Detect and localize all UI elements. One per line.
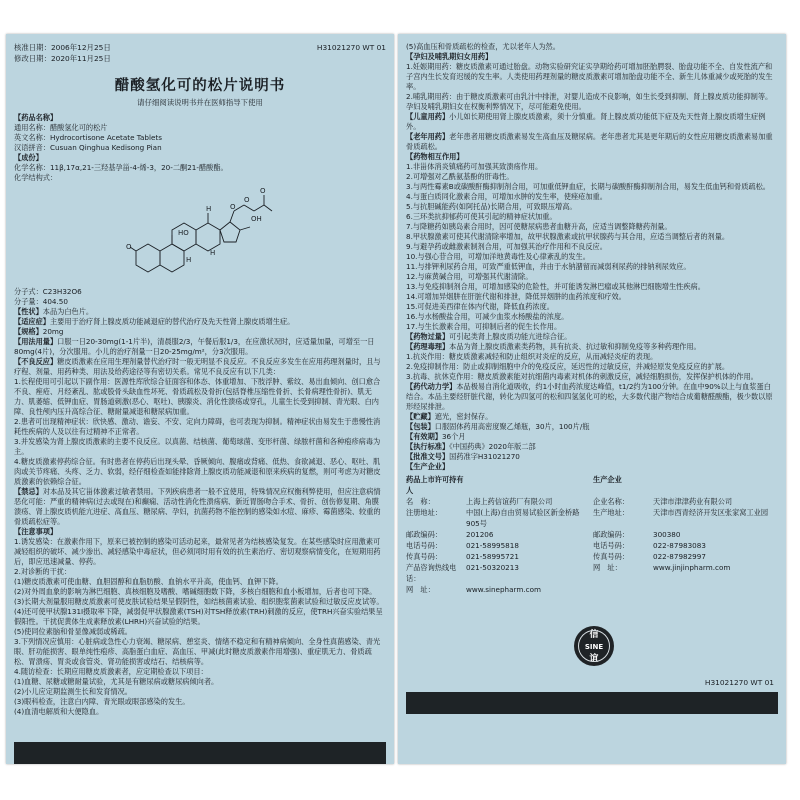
- paragraph: 3.并发感染为肾上腺皮质激素的主要不良反应。以真菌、结核菌、葡萄球菌、变形杆菌、绿脓杆菌和各种疱疹病毒为主。: [14, 437, 381, 456]
- paragraph: 7.与降糖药如胰岛素合用时，因可使糖尿病患者血糖升高，应适当调整降糖药剂量。: [406, 222, 672, 231]
- batch-code: H31021270 WT 01: [316, 43, 386, 52]
- section-heading: 【规格】: [14, 327, 43, 336]
- paragraph: (2)小儿应定期监测生长和发育情况。: [14, 687, 132, 696]
- paragraph: 孕妇及哺乳期妇女在权衡利弊情况下，尽可能避免使用。: [406, 102, 586, 111]
- paragraph: 【贮藏】遮光，密封保存。: [406, 412, 493, 421]
- section-heading: 【药品名称】: [14, 113, 58, 122]
- approval-date: 核准日期：2006年12月25日: [14, 43, 111, 52]
- bottom-black-band: [14, 742, 386, 764]
- paragraph: 13.与免疫抑制剂合用，可增加感染的危险性，并可能诱发淋巴瘤或其他淋巴细胞增生性疾病。: [406, 282, 705, 291]
- paragraph: 【适应症】主要用于治疗肾上腺皮质功能减退症的替代治疗及先天性肾上腺皮质增生症。: [14, 317, 295, 326]
- left-body-text: [14, 307, 386, 717]
- paragraph: (2)对外周血象的影响为淋巴细胞、真核细胞及嗜酸、嗜碱细胞数下降，多核白细胞和血小板增加，后者也可下降。: [14, 587, 377, 596]
- section-heading: 【孕妇及哺乳期妇女用药】: [406, 52, 493, 61]
- mfr-field-label: 电话号码：: [593, 541, 629, 550]
- svg-text:H: H: [186, 256, 192, 264]
- svg-text:HO: HO: [178, 229, 189, 237]
- mfr-field-label: 网 址：: [593, 563, 622, 572]
- mfr-field-label: 注册地址：: [406, 508, 442, 517]
- paragraph: (5)使同位素脑和骨显像减弱或稀疏。: [14, 627, 132, 636]
- mfr-field-value: 022-87982997: [653, 552, 706, 561]
- paragraph: 1.抗炎作用：糖皮质激素减轻和防止组织对炎症的反应，从而减轻炎症的表现。: [406, 352, 658, 361]
- section-heading: 【药物过量】: [406, 332, 450, 341]
- paragraph: 【有效期】36个月: [406, 432, 466, 441]
- mfr-field-value: www.sinepharm.com: [466, 585, 541, 594]
- paragraph: 【包装】口服固体药用高密度聚乙烯瓶，30片，100片/瓶: [406, 422, 590, 431]
- svg-text:O: O: [260, 187, 266, 195]
- paragraph: (4)血清电解质和大便隐血。: [14, 707, 104, 716]
- mfr-field-label: 邮政编码：: [593, 530, 629, 539]
- paragraph: 【不良反应】糖皮质激素在应用生理剂量替代治疗时一般无明显不良反应。不良反应多发生在应用药理剂量时，且与疗程、剂量、用药种类、用法及给药途径等有密切关系。常见不良反应有以下几类：: [14, 357, 381, 376]
- paragraph: 2.对诊断的干扰：: [14, 567, 72, 576]
- paragraph: 【执行标准】《中国药典》2020年版二部: [406, 442, 536, 451]
- svg-text:H: H: [210, 249, 216, 257]
- paragraph: 3.下列情况应慎用：心脏病或急性心力衰竭、糖尿病、憩室炎、情绪不稳定和有精神病倾向、全身性真菌感染、青光眼、肝功能损害、眼单纯性疱疹、高脂蛋白血症、高血压、甲减(此时糖皮质激素作用增强)、重症肌无力、骨质疏松、胃溃疡、胃炎或食管炎、肾功能损害或结石、结核病等。: [14, 637, 381, 666]
- header-line: [14, 42, 386, 64]
- paragraph: 2.患者可出现精神症状：欣快感、激动、谵妄、不安、定向力障碍，也可表现为抑制。精神症状由易发生于患慢性消耗性疾病的人及以往有过精神不正常者。: [14, 417, 381, 436]
- paragraph: 16.与水杨酸盐合用，可减少血浆水杨酸盐的浓度。: [406, 312, 569, 321]
- paragraph: 【老年用药】老年患者用糖皮质激素易发生高血压及糖尿病。老年患者尤其是更年期后的女性应用糖皮质激素易加重骨质疏松。: [406, 132, 773, 151]
- drug-name-section: [14, 113, 386, 183]
- mfr-field-label: 名 称：: [406, 497, 435, 506]
- svg-text:H: H: [206, 205, 212, 213]
- mfr-field-value: www.jinjinpharm.com: [653, 563, 731, 572]
- section-heading: 【包装】: [406, 422, 435, 431]
- paragraph: 【性状】本品为白色片。: [14, 307, 94, 316]
- mfr-field-value: 021-50320213: [466, 563, 519, 572]
- paragraph: 【药物过量】可引起类肾上腺皮质功能亢进综合征。: [406, 332, 572, 341]
- mfr-field-value: 中国(上海)自由贸易试验区新金桥路905号: [466, 508, 580, 528]
- molecular-formula: 分子式：C23H32O6: [14, 287, 82, 296]
- leaflet-right-page: [398, 34, 786, 764]
- paragraph: 【药代动力学】本品极易自消化道吸收，约1小时血药浓度达峰值，t1/2约为100分钟。在血中90%以上与血浆蛋白结合。本品主要经肝脏代谢，转化为四氢可的松和四氢氢化可的松，大多数代谢产物结合成葡糖醛酸酯，极少数以原形经尿排泄。: [406, 382, 773, 411]
- paragraph: (3)眼科检查，注意白内障、青光眼或眼部感染的发生。: [14, 697, 190, 706]
- molecular-info: [14, 287, 386, 307]
- paragraph: 2.可增强对乙酰氨基酚的肝毒性。: [406, 172, 514, 181]
- section-heading: 【儿童用药】: [406, 112, 450, 121]
- sine-logo: 信 SINE 谊: [574, 626, 614, 666]
- paragraph: 2.免疫抑制作用：防止或抑制细胞中介的免疫反应，延迟性的过敏反应，并减轻原发免疫反应的扩展。: [406, 362, 730, 371]
- paragraph: 15.可促进美西律在体内代谢，降低血药浓度。: [406, 302, 554, 311]
- paragraph: 9.与避孕药或雌激素制剂合用，可加强其治疗作用和不良反应。: [406, 242, 607, 251]
- section-heading: 【老年用药】: [406, 132, 450, 141]
- revision-date: 修改日期：2020年11月25日: [14, 54, 111, 63]
- paragraph: (4)还可使甲状腺131I摄取率下降，减弱促甲状腺激素(TSH)对TSH释放素(TRH)刺激的反应，使TRH兴奋实验结果呈假阳性。干扰促黄体生成素释放素(LHRH)兴奋试验的结果。: [14, 607, 383, 626]
- mfr-field-label: 生产地址：: [593, 508, 629, 517]
- paragraph: 4.与蛋白质同化激素合用，可增加水肿的发生率，使痤疮加重。: [406, 192, 607, 201]
- paragraph: 8.甲状腺激素可使其代谢清除率增加，故甲状腺激素或抗甲状腺药与其合用，应适当调整后者的剂量。: [406, 232, 730, 241]
- paragraph: [14, 527, 386, 537]
- section-heading: 【药代动力学】: [406, 382, 457, 391]
- svg-text:O: O: [126, 243, 132, 251]
- molecular-weight: 分子量：404.50: [14, 297, 68, 306]
- section-heading: 【有效期】: [406, 432, 442, 441]
- paragraph: 【规格】20mg: [14, 327, 64, 336]
- paragraph: 11.与排钾利尿药合用，可致严重低钾血，并由于水钠潴留而减弱利尿药的排钠利尿效应。: [406, 262, 691, 271]
- chemical-name: 化学名称：11β,17α,21-三羟基孕甾-4-烯-3，20-二酮21-醋酸酯。: [14, 163, 228, 172]
- section-heading: 【不良反应】: [14, 357, 58, 366]
- section-heading: 【执行标准】: [406, 442, 450, 451]
- mfr-field-value: 022-87983083: [653, 541, 706, 550]
- section-heading: 【贮藏】: [406, 412, 435, 421]
- mfr-field-value: [466, 474, 591, 496]
- mfr-field-label: 药品上市许可持有人: [406, 475, 464, 495]
- structure-label: 化学结构式：: [14, 173, 58, 182]
- paragraph: 6.三环类抗抑郁药可使其引起的精神症状加重。: [406, 212, 557, 221]
- paragraph: 【药理毒理】本品为肾上腺皮质激素类药物，具有抗炎、抗过敏和抑制免疫等多种药理作用。: [406, 342, 701, 351]
- paragraph: 4.糖皮质激素停药综合征。有时患者在停药后出现头晕、昏厥倾向、腹痛或背痛、低热、食欲减退、恶心、呕吐、肌肉或关节疼痛、头疼、乏力、软弱，经仔细检查如能排除肾上腺皮质功能减退和原来疾病的复燃，则可考虑为对糖皮质激素的依赖综合征。: [14, 457, 381, 486]
- dates: [14, 42, 111, 64]
- section-heading: 【药理毒理】: [406, 342, 450, 351]
- mfr-field-value: 021-58995721: [466, 552, 519, 561]
- paragraph: 12.与麻黄碱合用，可增强其代谢清除。: [406, 272, 533, 281]
- steroid-structure-image: [126, 185, 276, 281]
- right-body-text: [406, 42, 778, 472]
- mfr-field-label: 传真号码：: [593, 552, 629, 561]
- mfr-field-label: [593, 584, 651, 595]
- english-name: 英文名称：Hydrocortisone Acetate Tablets: [14, 133, 162, 142]
- mfr-field-value: [653, 584, 778, 595]
- section-heading: 【性状】: [14, 307, 43, 316]
- mfr-field-label: 电话号码：: [406, 541, 442, 550]
- batch-code: H31021270 WT 01: [704, 678, 774, 687]
- paragraph: 2.哺乳期用药：由于糖皮质激素可由乳汁中排泄，对婴儿造成不良影响，如生长受到抑制、肾上腺皮质功能抑制等。: [406, 92, 773, 101]
- generic-name: 通用名称：醋酸氢化可的松片: [14, 123, 108, 132]
- mfr-field-value: 201206: [466, 530, 494, 539]
- mfr-field-label: 传真号码：: [406, 552, 442, 561]
- section-heading: 【成份】: [14, 153, 43, 162]
- paragraph: 14.可增加异烟肼在肝脏代谢和排泄，降低异烟肼的血药浓度和疗效。: [406, 292, 626, 301]
- paragraph: (1)糖皮质激素可使血糖、血胆固醇和血脂肪酸、血钠水平升高，使血钙、血钾下降。: [14, 577, 283, 586]
- mfr-field-value: 天津市津津药业有限公司: [653, 497, 733, 506]
- paragraph: 【儿童用药】小儿如长期使用肾上腺皮质激素，须十分慎重。肾上腺皮质功能低下症及先天性肾上腺皮质增生症例外。: [406, 112, 766, 131]
- section-heading: 【生产企业】: [406, 462, 450, 471]
- paragraph: [406, 52, 778, 62]
- svg-text:OH: OH: [251, 215, 262, 223]
- paragraph: (3)长期大剂量服用糖皮质激素可使皮肤试验结果呈假阴性，如结核菌素试验、组织胞浆菌素试验和过敏反应皮试等。: [14, 597, 384, 606]
- document-title: 醋酸氢化可的松片说明书: [114, 78, 286, 94]
- paragraph: 17.与生长激素合用，可抑制后者的促生长作用。: [406, 322, 562, 331]
- mfr-field-label: 产品咨询热线电话：: [406, 563, 457, 583]
- section-heading: 【禁忌】: [14, 487, 43, 496]
- paragraph: 【用法用量】口服一日20-30mg(1-1片半)，清晨服2/3，午餐后服1/3，在应激状况时，应适量加量，可增至一日80mg(4片)，分次服用。小儿的治疗剂量一日20-25mg/m²，分3次服用。: [14, 337, 375, 356]
- mfr-field-value: 021-58995818: [466, 541, 519, 550]
- svg-text:O: O: [230, 203, 236, 211]
- mfr-field-label: 网 址：: [406, 585, 435, 594]
- manufacturer-table: [406, 474, 778, 595]
- leaflet-left-page: [6, 34, 394, 764]
- paragraph: 【禁忌】对本品及其它甾体激素过敏者禁用。下列疾病患者一般不宜使用，特殊情况应权衡利弊使用，但应注意病情恶化可能：严重的精神病(过去或现在)和癫痫、活动性消化性溃疡病、新近胃肠吻合手术、骨折、创伤修复期、角膜溃疡、肾上腺皮质机能亢进症、高血压、糖尿病、孕妇，抗菌药物不能控制的感染如水痘、麻疹、霉菌感染、较重的骨质疏松症等。: [14, 487, 381, 526]
- paragraph: 5.与抗胆碱能药(如阿托品)长期合用，可致眼压增高。: [406, 202, 577, 211]
- svg-text:O: O: [244, 196, 250, 204]
- mfr-field-value: 上海上药信谊药厂有限公司: [466, 497, 553, 506]
- paragraph: 1.非甾体消炎镇痛药可加强其致溃疡作用。: [406, 162, 543, 171]
- paragraph: 3.抗毒、抗休克作用：糖皮质激素能对抗细菌内毒素对机体的刺激反应，减轻细胞损伤，发挥保护机体的作用。: [406, 372, 758, 381]
- document-subtitle: 请仔细阅读说明书并在医师指导下使用: [137, 98, 263, 107]
- paragraph: 1.长程使用可引起以下副作用：医源性库欣综合征面容和体态、体重增加、下肢浮肿、紫纹、易出血倾向、创口愈合不良、痤疮、月经紊乱、肱或股骨头缺血性坏死、骨质疏松及骨折(包括脊椎压缩性骨折、长骨病理性骨折)、肌无力、肌萎缩、低钾血症、胃肠道刺激(恶心、呕吐)、胰腺炎、消化性溃疡或穿孔，儿童生长受到抑制、青光眼、白内障、良性颅内压升高综合征、糖耐量减退和糖尿病加重。: [14, 377, 381, 416]
- mfr-field-label: 生产企业: [593, 475, 622, 484]
- section-heading: 【适应症】: [14, 317, 50, 326]
- structural-formula: [14, 185, 386, 285]
- mfr-field-label: 企业名称：: [593, 497, 629, 506]
- paragraph: 10.与强心苷合用，可增加洋地黄毒性及心律紊乱的发生。: [406, 252, 590, 261]
- section-heading: 【用法用量】: [14, 337, 58, 346]
- paragraph: 1.妊娠期用药：糖皮质激素可通过胎盘。动物实验研究证实孕期给药可增加胚胎腭裂、胎盘功能不全、自发性流产和子宫内生长发育迟缓的发生率。人类使用药理剂量的糖皮质激素可增加胎盘功能不全、新生儿体重减少或死胎的发生率。: [406, 62, 773, 91]
- mfr-field-value: [653, 474, 778, 496]
- paragraph: [406, 462, 778, 472]
- bottom-black-band: [406, 692, 778, 714]
- mfr-field-value: 300380: [653, 530, 681, 539]
- pinyin-name: 汉语拼音：Cusuan Qinghua Kedisong Pian: [14, 143, 162, 152]
- mfr-field-value: 天津市西青经济开发区张家窝工业园: [653, 508, 769, 517]
- paragraph: (5)高血压和骨质疏松的检查，尤以老年人为然。: [406, 42, 560, 51]
- section-heading: 【批准文号】: [406, 452, 450, 461]
- paragraph: (1)血糖、尿糖或糖耐量试验，尤其是有糖尿病或糖尿病倾向者。: [14, 677, 219, 686]
- paragraph: 【批准文号】国药准字H31021270: [406, 452, 520, 461]
- paragraph: 4.随访检查：长期应用糖皮质激素者，应定期检查以下项目：: [14, 667, 208, 676]
- mfr-field-label: 邮政编码：: [406, 530, 442, 539]
- section-heading: 【注意事项】: [14, 527, 58, 536]
- paragraph: 3.与两性霉素B或碳酸酐酶抑制剂合用，可加重低钾血症，长期与碳酸酐酶抑制剂合用，易发生低血钙和骨质疏松。: [406, 182, 770, 191]
- paragraph: [406, 152, 778, 162]
- paragraph: 1.诱发感染：在激素作用下，原来已被控制的感染可活动起来，最常见者为结核感染复发。在某些感染时应用激素可减轻组织的破坏、减少渗出、减轻感染中毒症状，但必须同时用有效的抗生素治疗、密切观察病情变化，在短期用药后，即应迅速减量、停药。: [14, 537, 381, 566]
- section-heading: 【药物相互作用】: [406, 152, 464, 161]
